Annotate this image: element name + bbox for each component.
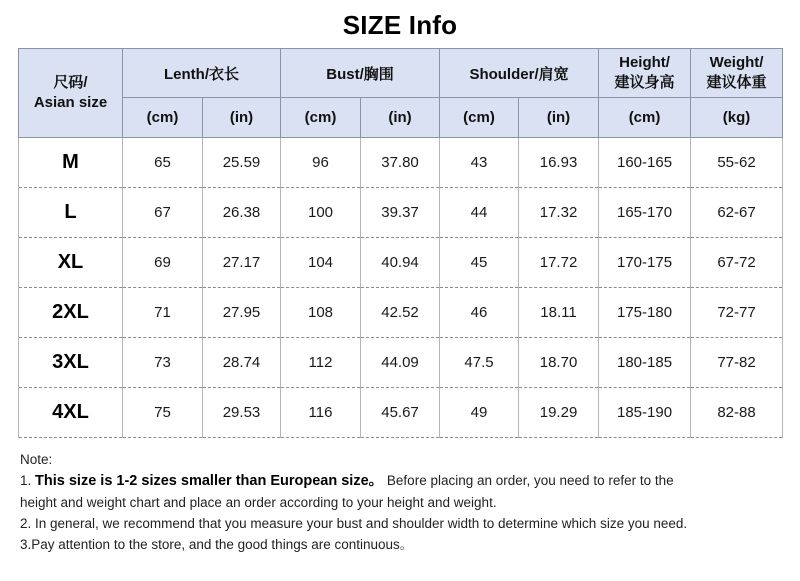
shoulder-cm-cell: 45 (440, 238, 519, 288)
shoulder-in-cell: 18.11 (519, 288, 599, 338)
size-cell: L (19, 188, 123, 238)
header-row-units (19, 98, 783, 138)
length-in-cell: 27.17 (203, 238, 281, 288)
note-2: 2. In general, we recommend that you measure your bust and shoulder width to determine which size you need. (20, 516, 688, 531)
shoulder-cm-cell: 43 (440, 138, 519, 188)
note-1-line2: height and weight chart and place an order according to your height and weight. (20, 495, 497, 510)
length-cm-cell: 69 (123, 238, 203, 288)
table-row (19, 138, 783, 188)
unit-shoulder-in: (in) (519, 98, 599, 138)
weight-cell: 62-67 (691, 188, 783, 238)
header-size-label-line1: 尺码/ (53, 74, 88, 91)
note-1-prefix: 1. (20, 473, 36, 488)
table-row (19, 238, 783, 288)
bust-cm-cell: 108 (281, 288, 361, 338)
header-height (599, 49, 691, 98)
height-cell: 185-190 (599, 388, 691, 438)
length-cm-cell: 67 (123, 188, 203, 238)
unit-weight-kg: (kg) (691, 98, 783, 138)
bust-in-cell: 44.09 (361, 338, 440, 388)
shoulder-in-cell: 17.32 (519, 188, 599, 238)
header-row-groups (19, 49, 783, 98)
shoulder-cm-cell: 46 (440, 288, 519, 338)
weight-cell: 55-62 (691, 138, 783, 188)
bust-cm-cell: 100 (281, 188, 361, 238)
bust-cm-cell: 112 (281, 338, 361, 388)
header-weight (691, 49, 783, 98)
size-cell: XL (19, 238, 123, 288)
size-cell: M (19, 138, 123, 188)
table-row (19, 188, 783, 238)
note-1-bold: This size is 1-2 sizes smaller than European size。 (35, 473, 384, 489)
unit-bust-in: (in) (361, 98, 440, 138)
shoulder-in-cell: 16.93 (519, 138, 599, 188)
notes-heading: Note: (20, 452, 53, 467)
bust-in-cell: 37.80 (361, 138, 440, 188)
shoulder-in-cell: 17.72 (519, 238, 599, 288)
header-weight-line2: 建议体重 (706, 74, 767, 91)
length-cm-cell: 75 (123, 388, 203, 438)
table-row (19, 338, 783, 388)
length-cm-cell: 73 (123, 338, 203, 388)
size-cell: 3XL (19, 338, 123, 388)
bust-cm-cell: 116 (281, 388, 361, 438)
bust-cm-cell: 104 (281, 238, 361, 288)
size-cell: 4XL (19, 388, 123, 438)
weight-cell: 82-88 (691, 388, 783, 438)
height-cell: 165-170 (599, 188, 691, 238)
header-weight-line1: Weight/ (709, 54, 764, 71)
size-chart-table (18, 48, 783, 438)
length-in-cell: 29.53 (203, 388, 281, 438)
table-row (19, 388, 783, 438)
note-1 (20, 470, 790, 492)
header-height-line2: 建议身高 (614, 74, 675, 91)
unit-length-cm: (cm) (123, 98, 203, 138)
height-cell: 180-185 (599, 338, 691, 388)
weight-cell: 77-82 (691, 338, 783, 388)
note-1-rest: Before placing an order, you need to refer to the (386, 473, 674, 488)
shoulder-cm-cell: 49 (440, 388, 519, 438)
page-title: SIZE Info (342, 10, 458, 40)
length-in-cell: 28.74 (203, 338, 281, 388)
unit-length-in: (in) (203, 98, 281, 138)
header-length: Lenth/衣长 (123, 49, 281, 98)
height-cell: 175-180 (599, 288, 691, 338)
header-size-label (19, 49, 123, 138)
length-cm-cell: 71 (123, 288, 203, 338)
unit-bust-cm: (cm) (281, 98, 361, 138)
height-cell: 170-175 (599, 238, 691, 288)
header-shoulder: Shoulder/肩宽 (440, 49, 599, 98)
notes-section (20, 449, 790, 555)
header-bust: Bust/胸围 (281, 49, 440, 98)
length-in-cell: 27.95 (203, 288, 281, 338)
bust-in-cell: 39.37 (361, 188, 440, 238)
height-cell: 160-165 (599, 138, 691, 188)
bust-cm-cell: 96 (281, 138, 361, 188)
header-height-line1: Height/ (619, 54, 670, 71)
length-in-cell: 26.38 (203, 188, 281, 238)
unit-shoulder-cm: (cm) (440, 98, 519, 138)
shoulder-cm-cell: 44 (440, 188, 519, 238)
bust-in-cell: 45.67 (361, 388, 440, 438)
size-cell: 2XL (19, 288, 123, 338)
shoulder-in-cell: 18.70 (519, 338, 599, 388)
table-row (19, 288, 783, 338)
shoulder-cm-cell: 47.5 (440, 338, 519, 388)
length-in-cell: 25.59 (203, 138, 281, 188)
bust-in-cell: 42.52 (361, 288, 440, 338)
bust-in-cell: 40.94 (361, 238, 440, 288)
shoulder-in-cell: 19.29 (519, 388, 599, 438)
weight-cell: 72-77 (691, 288, 783, 338)
weight-cell: 67-72 (691, 238, 783, 288)
header-size-label-line2: Asian size (33, 94, 108, 111)
length-cm-cell: 65 (123, 138, 203, 188)
note-3: 3.Pay attention to the store, and the good things are continuous。 (20, 537, 414, 552)
unit-height-cm: (cm) (599, 98, 691, 138)
